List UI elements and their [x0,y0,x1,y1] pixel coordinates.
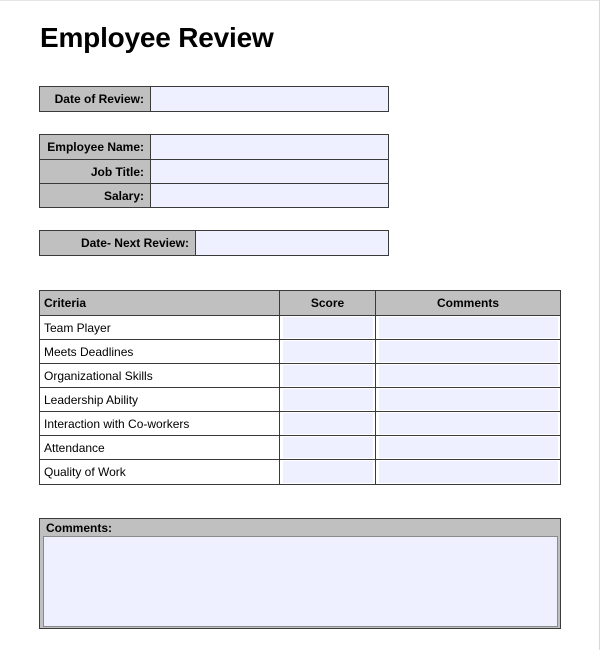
employee-name-field[interactable] [151,135,388,159]
comments-input[interactable] [379,437,558,458]
score-cell [280,340,376,363]
criteria-cell: Leadership Ability [40,388,280,411]
comments-cell [376,412,560,435]
employee-name-row [40,135,388,159]
comments-input[interactable] [379,317,558,338]
table-row [40,364,560,388]
score-cell [280,436,376,459]
table-row [40,316,560,340]
comments-input[interactable] [379,341,558,362]
score-input[interactable] [283,389,373,410]
job-title-label: Job Title: [40,160,151,183]
comments-cell [376,364,560,387]
comments-cell [376,388,560,411]
criteria-header: Criteria [40,291,280,315]
comments-input[interactable] [379,461,558,483]
criteria-cell: Meets Deadlines [40,340,280,363]
criteria-cell: Attendance [40,436,280,459]
score-cell [280,388,376,411]
score-input[interactable] [283,413,373,434]
score-input[interactable] [283,365,373,386]
salary-row [40,183,388,207]
comments-textarea[interactable] [43,536,558,627]
employee-name-label: Employee Name: [40,135,151,159]
score-cell [280,412,376,435]
score-input[interactable] [283,341,373,362]
score-cell [280,460,376,484]
job-title-row [40,159,388,183]
next-review-field[interactable] [196,231,388,255]
review-date-block [39,86,389,112]
criteria-cell: Quality of Work [40,460,280,484]
criteria-table [39,290,561,485]
comments-cell [376,436,560,459]
criteria-cell: Interaction with Co-workers [40,412,280,435]
comments-cell [376,460,560,484]
table-row [40,340,560,364]
review-date-row [40,87,388,111]
salary-label: Salary: [40,184,151,207]
comments-header: Comments [436,296,499,310]
table-row [40,388,560,412]
next-review-block [39,230,389,256]
employee-info-block [39,134,389,208]
next-review-row [40,231,388,255]
score-header: Score [280,291,376,315]
criteria-table-body [40,316,560,484]
criteria-table-header [40,291,560,316]
criteria-cell: Team Player [40,316,280,339]
review-date-label: Date of Review: [40,87,151,111]
comments-cell [376,316,560,339]
comments-input[interactable] [379,365,558,386]
table-row [40,460,560,484]
score-cell [280,364,376,387]
score-input[interactable] [283,437,373,458]
comments-cell [376,340,560,363]
table-row [40,436,560,460]
criteria-cell: Organizational Skills [40,364,280,387]
page-title: Employee Review [40,22,274,53]
comments-section [39,518,561,629]
comments-input[interactable] [379,389,558,410]
score-cell [280,316,376,339]
comments-input[interactable] [379,413,558,434]
score-input[interactable] [283,461,373,483]
job-title-field[interactable] [151,160,388,183]
score-input[interactable] [283,317,373,338]
salary-field[interactable] [151,184,388,207]
review-date-field[interactable] [151,87,388,111]
comments-section-label: Comments: [46,520,113,535]
table-row [40,412,560,436]
page-edge-top [0,0,600,1]
next-review-label: Date- Next Review: [40,231,196,255]
